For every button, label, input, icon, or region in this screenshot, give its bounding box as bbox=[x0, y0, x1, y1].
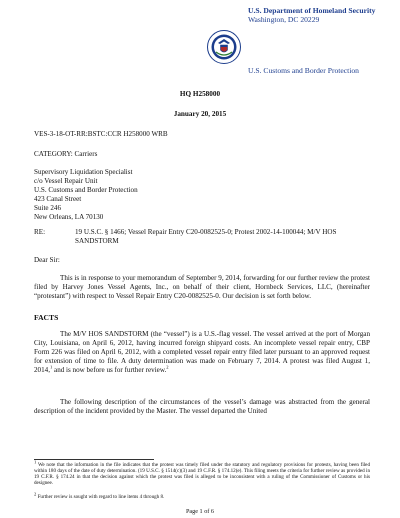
agency-address: Washington, DC 20229 bbox=[248, 15, 320, 24]
address-line: Suite 246 bbox=[34, 203, 61, 212]
intro-paragraph: This is in response to your memorandum of September 9, 2014, forwarding for our further review the protest filed by Harvey Jones Vessel Agents, Inc., on behalf of their client, Hornbeck Services, LLC, (hereinafter “protestant”) with respect to Vessel Repair Entry C20-0082525-0. Our decision is set forth below. bbox=[34, 274, 370, 300]
footnote-divider bbox=[34, 459, 154, 460]
address-line: Supervisory Liquidation Specialist bbox=[34, 168, 133, 176]
facts-text: The M/V HOS SANDSTORM (the “vessel”) is a U.S.-flag vessel. The vessel arrived at the port of Morgan City, Louisiana, on April 6, 2012, having incurred foreign shipyard costs. An incomplete vessel repair entry, CBP Form 226 was filed on April 6, 2012, with a completed vessel repair entry filed later pursuant to an approved request for extension of time to file. A duty determination was made on February 7, 2014. A protest was filed August 1, 2014, bbox=[34, 330, 370, 374]
footnote-mark: 1 bbox=[34, 459, 37, 465]
agency-header bbox=[248, 6, 375, 24]
salutation: Dear Sir: bbox=[34, 256, 60, 264]
footnote-2 bbox=[34, 491, 370, 500]
facts-paragraph-2: The following description of the circumstances of the vessel’s damage was abstracted from the general description of the incident provided by the Master. The vessel departed the United bbox=[34, 398, 370, 415]
category-line: CATEGORY: Carriers bbox=[34, 150, 98, 158]
re-subject: 19 U.S.C. § 1466; Vessel Repair Entry C20-0082525-0; Protest 2002-14-100044; M/V HOS SANDSTORM bbox=[75, 228, 337, 245]
facts-heading: FACTS bbox=[34, 313, 59, 322]
address-line: 423 Canal Street bbox=[34, 194, 82, 203]
facts-paragraph-1 bbox=[34, 330, 370, 375]
facts-text-continued: and is now before us for further review. bbox=[52, 365, 167, 374]
re-label: RE: bbox=[34, 228, 46, 236]
footnote-text: We note that the information in the file indicates that the protest was timely filed under the statutory and regulatory provisions for protests, having been filed within 180 days of the date of duty determination. (19 U.S.C. § 1514(c)(3) and 19 C.F.R. § 174.12(e). This filing meets the criteria for further review as provided in 19 C.F.R. § 174.24 in that the decision against which the protest was filed is alleged to be inconsistent with a ruling of the Commissioner of Customs or his designee. bbox=[34, 462, 370, 487]
footnote-1 bbox=[34, 459, 370, 487]
agency-name: U.S. Department of Homeland Security bbox=[248, 6, 376, 15]
address-line: U.S. Customs and Border Protection bbox=[34, 185, 138, 194]
footnote-mark: 2 bbox=[34, 491, 37, 497]
sub-agency-name: U.S. Customs and Border Protection bbox=[248, 66, 359, 75]
footnote-ref: 1 bbox=[49, 364, 53, 370]
address-line: c/o Vessel Repair Unit bbox=[34, 176, 98, 185]
page-number: Page 1 of 6 bbox=[185, 508, 214, 515]
reference-line: VES-3-18-OT-RR:BSTC:CCR H258000 WRB bbox=[34, 130, 168, 138]
address-block bbox=[34, 168, 370, 221]
hq-number: HQ H258000 bbox=[179, 90, 221, 98]
document-date: January 20, 2015 bbox=[173, 110, 227, 118]
dhs-seal-icon bbox=[207, 30, 241, 64]
footnote-ref: 2 bbox=[166, 364, 169, 370]
address-line: New Orleans, LA 70130 bbox=[34, 212, 104, 221]
footnote-text: Further review is sought with regard to line items 4 through 8. bbox=[36, 494, 165, 500]
